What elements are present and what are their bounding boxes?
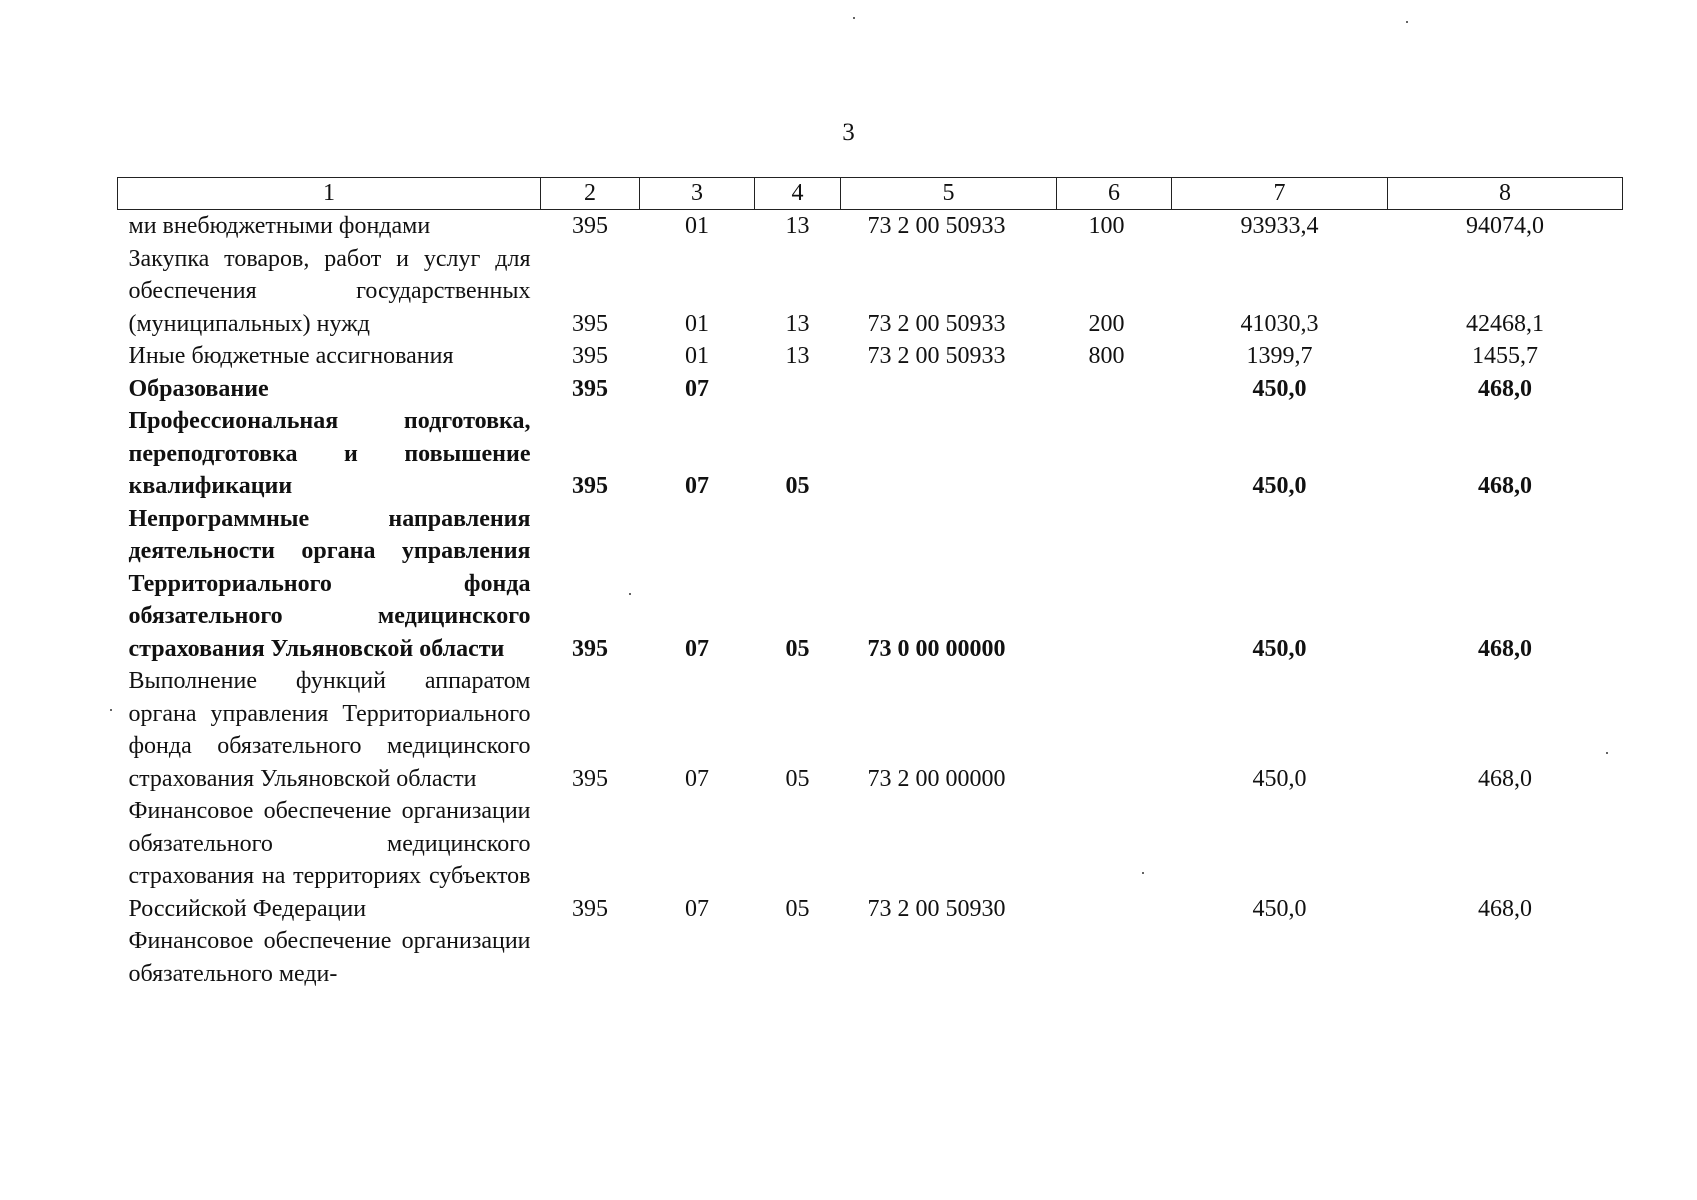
cell-4: 13	[785, 310, 810, 337]
cell-3: 07	[685, 635, 709, 662]
cell-2: 395	[572, 635, 608, 662]
cell-6	[1057, 925, 1172, 990]
scan-speck	[853, 17, 855, 19]
cell-4: 05	[785, 895, 810, 922]
table-row	[118, 340, 1623, 373]
table-row	[118, 503, 1623, 666]
page-number: 3	[842, 119, 855, 146]
cell-2: 395	[572, 343, 608, 369]
cell-5: 73 0 00 00000	[867, 635, 1006, 662]
row-label: Иные бюджетные ассигнования	[128, 343, 454, 369]
cell-8: 1455,7	[1472, 343, 1538, 369]
cell-3: 07	[685, 765, 709, 792]
cell-6	[1057, 665, 1172, 795]
cell-8: 468,0	[1478, 635, 1532, 662]
cell-6	[1057, 503, 1172, 666]
cell-7: 450,0	[1252, 375, 1307, 402]
cell-2: 395	[572, 895, 608, 922]
cell-7: 450,0	[1252, 895, 1307, 922]
cell-8: 94074,0	[1466, 213, 1544, 239]
cell-4	[755, 925, 841, 990]
cell-8: 468,0	[1478, 765, 1532, 792]
column-header: 2	[541, 178, 640, 210]
table-row	[118, 210, 1623, 243]
scan-speck	[110, 709, 112, 711]
cell-5	[841, 405, 1057, 503]
column-header: 8	[1388, 178, 1623, 210]
cell-5: 73 2 00 00000	[867, 765, 1006, 792]
cell-4: 05	[785, 635, 810, 662]
cell-3: 01	[685, 343, 709, 369]
column-header: 3	[640, 178, 755, 210]
cell-5	[841, 373, 1057, 406]
row-label: ми внебюджетными фондами	[128, 213, 431, 239]
cell-7	[1172, 925, 1388, 990]
cell-2: 395	[572, 765, 608, 792]
cell-6: 200	[1088, 310, 1125, 337]
row-label: Профессиональная подготовка, переподготовка и повышение квалификации	[128, 408, 531, 499]
scan-speck	[1406, 21, 1408, 23]
row-label: Закупка товаров, работ и услуг для обеспечения государственных (муниципальных) нужд	[128, 245, 531, 337]
cell-4: 13	[785, 343, 810, 369]
cell-7: 450,0	[1252, 473, 1307, 499]
cell-7: 450,0	[1252, 765, 1307, 792]
cell-3: 01	[685, 213, 709, 239]
cell-8: 468,0	[1478, 473, 1532, 499]
table-row	[118, 925, 1623, 990]
row-label: Финансовое обеспечение организации обязательного меди-	[128, 928, 531, 987]
column-header: 6	[1057, 178, 1172, 210]
cell-7: 41030,3	[1240, 310, 1319, 337]
cell-6	[1057, 795, 1172, 925]
cell-7: 93933,4	[1240, 213, 1319, 239]
cell-6	[1057, 373, 1172, 406]
budget-table	[117, 177, 1623, 990]
cell-7: 450,0	[1252, 635, 1307, 662]
cell-5: 73 2 00 50933	[867, 310, 1006, 337]
cell-5: 73 2 00 50933	[867, 213, 1006, 239]
column-header: 7	[1172, 178, 1388, 210]
cell-8	[1388, 925, 1623, 990]
cell-2: 395	[572, 213, 608, 239]
column-header: 1	[118, 178, 541, 210]
cell-5	[841, 925, 1057, 990]
row-label: Непрограммные направления деятельности органа управления Территориального фонда обязательного медицинского страхования Ульяновской области	[128, 505, 531, 662]
cell-5: 73 2 00 50930	[867, 895, 1006, 922]
cell-4: 05	[785, 473, 810, 499]
scan-speck	[629, 593, 631, 595]
cell-7: 1399,7	[1246, 343, 1313, 369]
cell-6	[1057, 405, 1172, 503]
row-label: Выполнение функций аппаратом органа управления Территориального фонда обязательного медицинского страхования Ульяновской области	[128, 668, 531, 792]
table-row	[118, 373, 1623, 406]
cell-2	[541, 925, 640, 990]
cell-2: 395	[572, 473, 608, 499]
cell-6: 800	[1088, 343, 1125, 369]
table-row	[118, 665, 1623, 795]
cell-3	[640, 925, 755, 990]
cell-3: 01	[685, 310, 709, 337]
cell-5: 73 2 00 50933	[867, 343, 1006, 369]
cell-4: 13	[785, 213, 810, 239]
cell-8: 468,0	[1478, 375, 1532, 402]
scan-speck	[1142, 872, 1144, 874]
table-row	[118, 795, 1623, 925]
table-row	[118, 243, 1623, 341]
cell-4	[755, 373, 841, 406]
cell-3: 07	[685, 375, 709, 402]
column-number-row	[118, 178, 1623, 210]
cell-8: 468,0	[1478, 895, 1532, 922]
scan-speck	[1606, 752, 1608, 754]
cell-3: 07	[685, 473, 709, 499]
cell-2: 395	[572, 375, 608, 402]
cell-2: 395	[572, 310, 608, 337]
column-header: 4	[755, 178, 841, 210]
row-label: Финансовое обеспечение организации обязательного медицинского страхования на территориях субъектов Российской Федерации	[128, 798, 531, 922]
cell-8: 42468,1	[1466, 310, 1544, 337]
cell-3: 07	[685, 895, 709, 922]
column-header: 5	[841, 178, 1057, 210]
cell-4: 05	[785, 765, 810, 792]
row-label: Образование	[128, 375, 269, 402]
table-row	[118, 405, 1623, 503]
cell-6: 100	[1088, 213, 1125, 239]
